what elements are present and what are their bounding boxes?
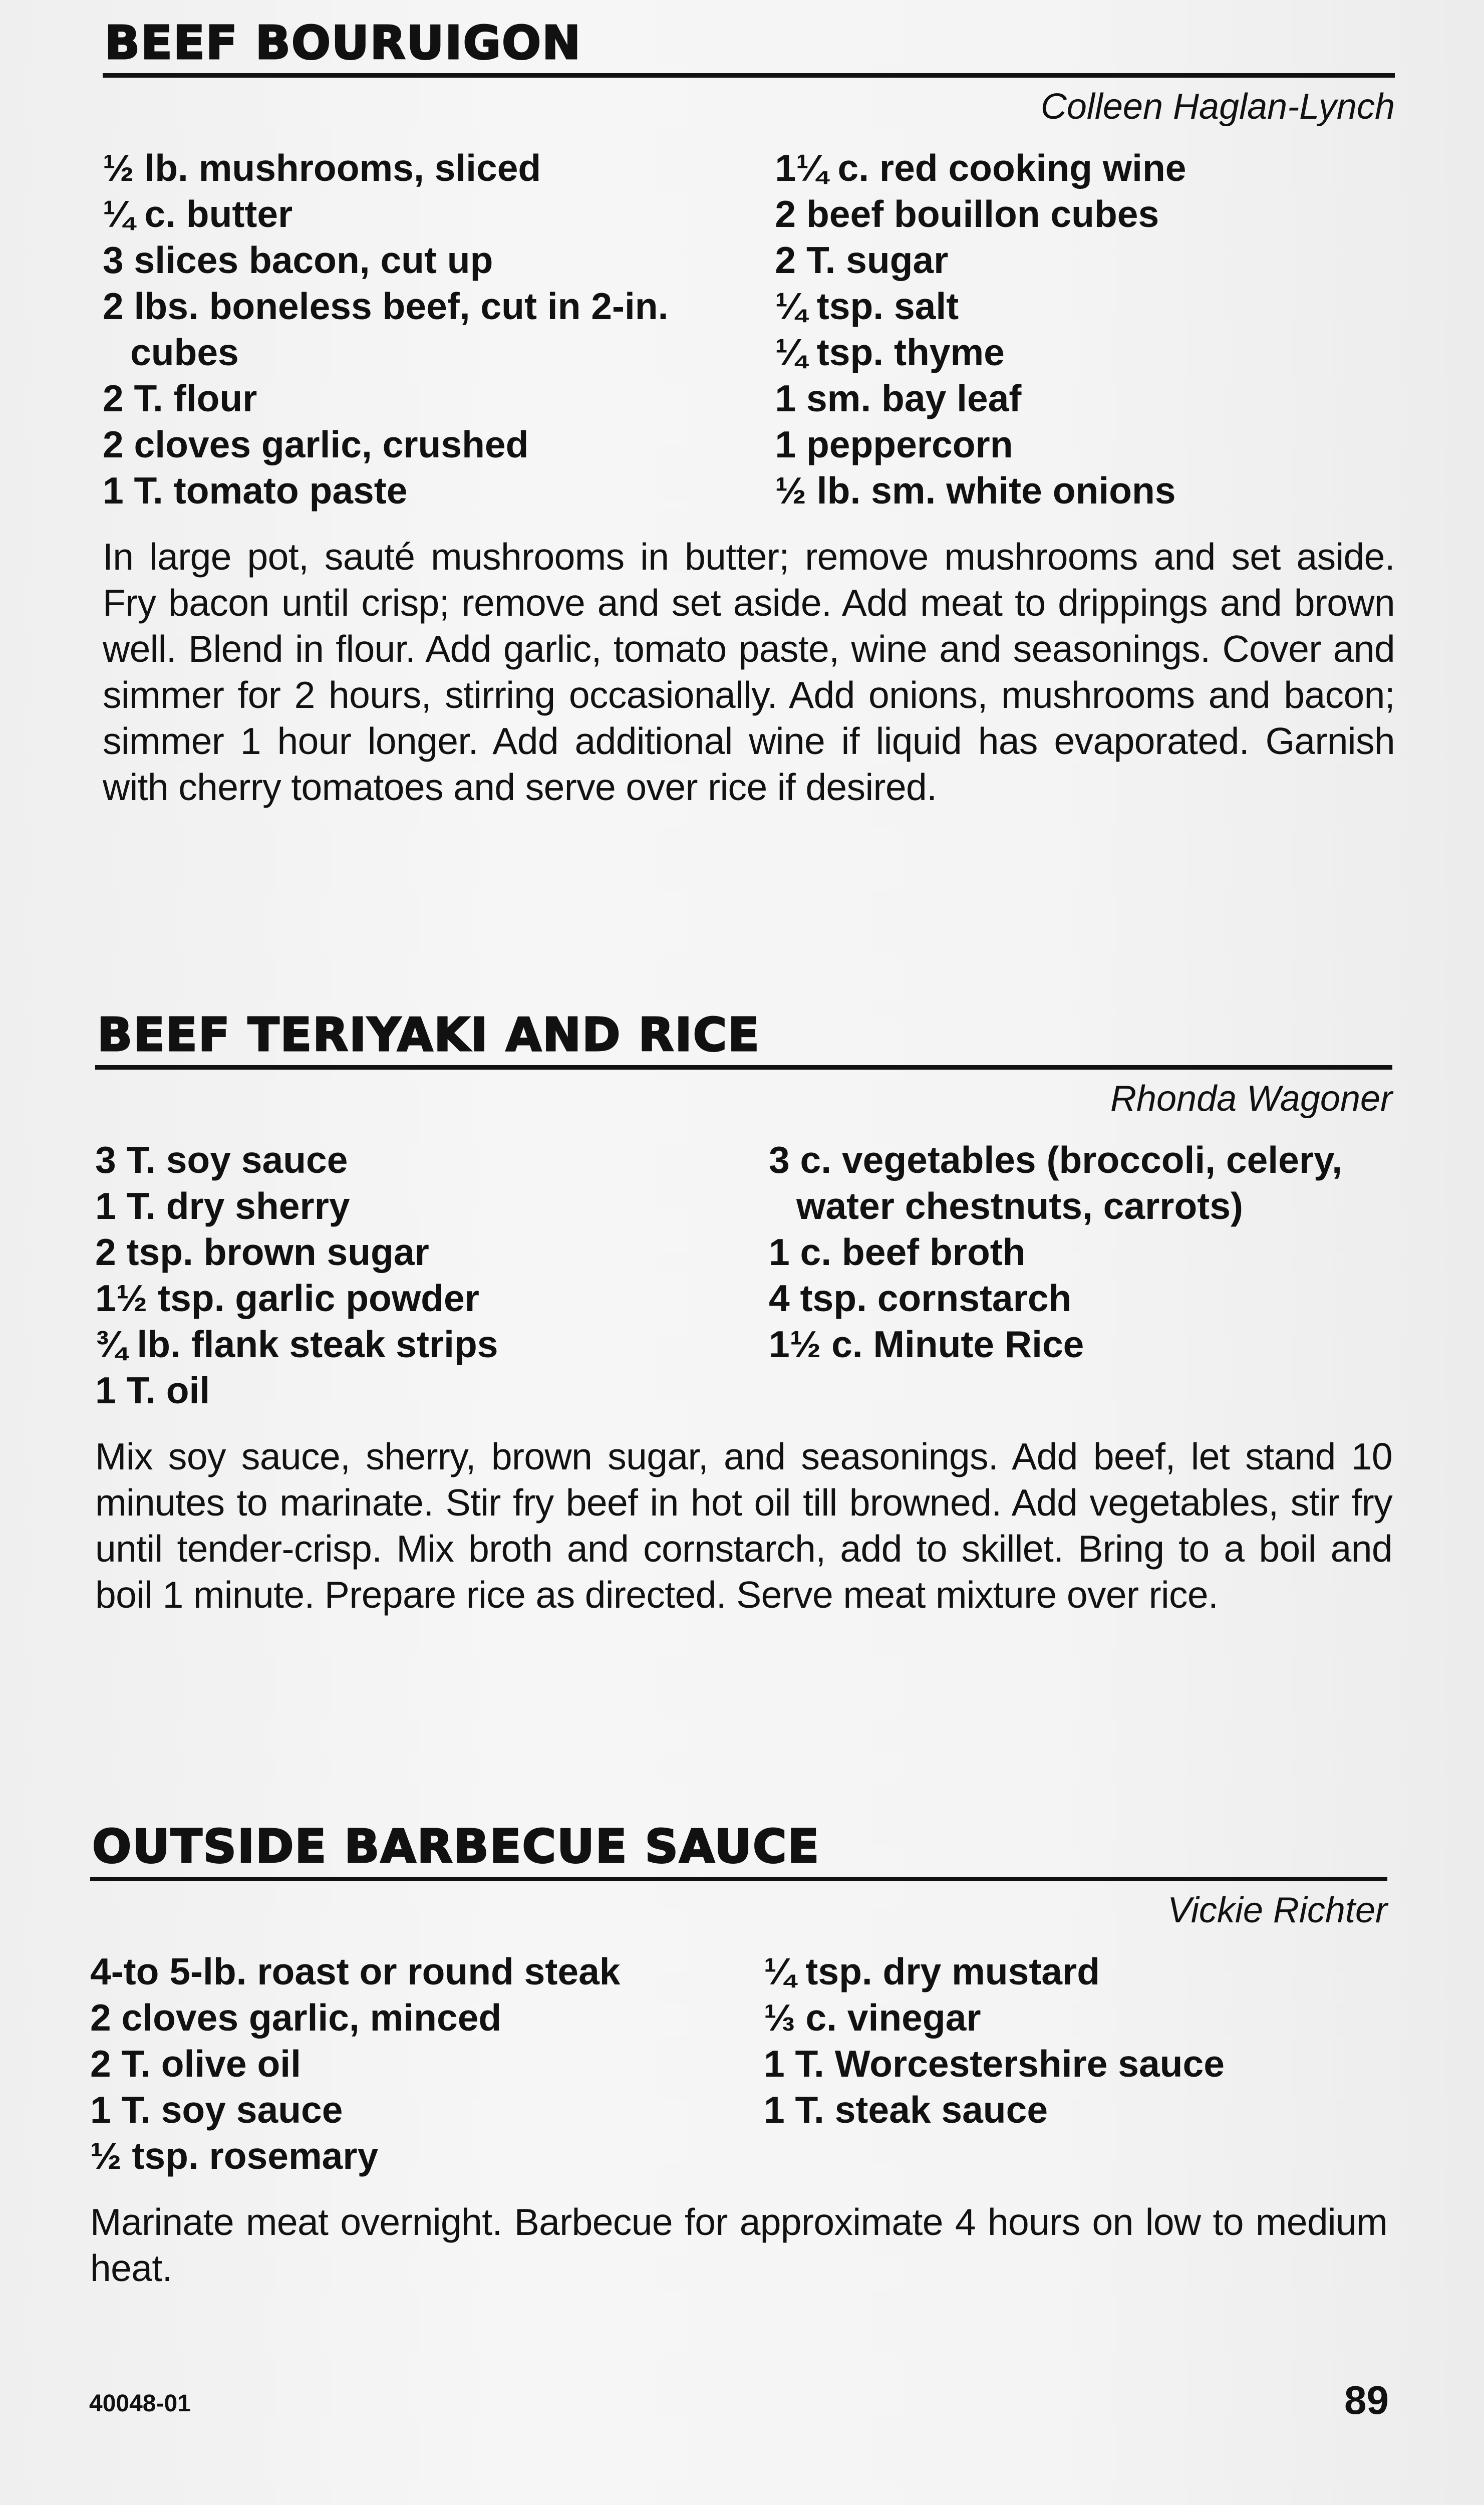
ingredient-item: 2 lbs. boneless beef, cut in 2-in. cubes — [103, 285, 669, 373]
ingredients-right-column — [764, 1948, 1385, 2179]
ingredients-right-column — [769, 1137, 1390, 1413]
book-code: 40048-01 — [89, 2390, 191, 2417]
ingredient-item: 2 cloves garlic, minced — [90, 1996, 502, 2039]
ingredient-item: 2 beef bouillon cubes — [775, 193, 1159, 235]
ingredient-item: 2 T. olive oil — [90, 2043, 301, 2085]
ingredient-item: 1 T. steak sauce — [764, 2089, 1048, 2131]
recipe-title: BEEF TERIYAKI AND RICE — [95, 1012, 1392, 1070]
ingredient-item: ½ lb. mushrooms, sliced — [103, 147, 541, 189]
ingredient-item: ¼ tsp. salt — [775, 285, 959, 327]
ingredient-item: 1 T. tomato paste — [103, 469, 408, 512]
ingredient-item: 2 T. flour — [103, 377, 257, 419]
ingredient-item: 1 T. oil — [95, 1369, 210, 1411]
ingredient-item: 2 cloves garlic, crushed — [103, 423, 529, 465]
recipe-title: OUTSIDE BARBECUE SAUCE — [90, 1824, 1387, 1881]
ingredient-item: 3 slices bacon, cut up — [103, 239, 493, 281]
ingredient-item: 1 T. soy sauce — [90, 2089, 343, 2131]
ingredients-left-column — [95, 1137, 769, 1413]
ingredient-item: ½ lb. sm. white onions — [775, 469, 1176, 512]
recipe-directions: Mix soy sauce, sherry, brown sugar, and seasonings. Add beef, let stand 10 minutes to marinate. Stir fry beef in hot oil till browned. Add vegetables, stir fry until tender-crisp. Mix broth and cornstarch, add to skillet. Bring to a boil and boil 1 minute. Prepare rice as directed. Serve meat mixture over rice. — [95, 1435, 1392, 1616]
ingredient-item: 3 c. vegetables (broccoli, celery, water chestnuts, carrots) — [769, 1139, 1342, 1227]
recipe-beef-bourguignon — [103, 16, 1395, 810]
ingredient-item: ¼ tsp. thyme — [775, 331, 1005, 373]
ingredient-item: 1 peppercorn — [775, 423, 1013, 465]
ingredient-item: 1 T. dry sherry — [95, 1185, 350, 1227]
recipe-outside-barbecue-sauce — [90, 1820, 1387, 2291]
ingredients — [95, 1137, 1392, 1413]
ingredient-item: 1½ tsp. garlic powder — [95, 1277, 479, 1319]
ingredients-left-column — [103, 145, 775, 514]
recipe-directions: In large pot, sauté mushrooms in butter; remove mushrooms and set aside. Fry bacon until crisp; remove and set aside. Add meat to drippings and brown well. Blend in flour. Add garlic, tomato paste, wine and seasonings. Cover and simmer for 2 hours, stirring occasionally. Add onions, mushrooms and bacon; simmer 1 hour longer. Add additional wine if liquid has evaporated. Garnish with cherry tomatoes and serve over rice if desired. — [103, 536, 1395, 808]
ingredients — [103, 145, 1395, 514]
ingredient-item: 4-to 5-lb. roast or round steak — [90, 1950, 621, 1992]
ingredients-left-column — [90, 1948, 764, 2179]
recipe-beef-teriyaki — [95, 1008, 1392, 1618]
ingredient-item: 1¼ c. red cooking wine — [775, 147, 1186, 189]
ingredient-item: 2 tsp. brown sugar — [95, 1231, 429, 1273]
ingredients — [90, 1948, 1387, 2179]
ingredient-item: 1 sm. bay leaf — [775, 377, 1022, 419]
ingredient-item: ⅓ c. vinegar — [764, 1996, 981, 2039]
ingredient-item: 2 T. sugar — [775, 239, 949, 281]
ingredients-right-column — [775, 145, 1395, 514]
ingredient-item: 1½ c. Minute Rice — [769, 1323, 1084, 1365]
ingredient-item: ½ tsp. rosemary — [90, 2135, 379, 2177]
recipe-author: Colleen Haglan-Lynch — [1040, 87, 1395, 127]
ingredient-item: 1 T. Worcestershire sauce — [764, 2043, 1225, 2085]
recipe-directions: Marinate meat overnight. Barbecue for approximate 4 hours on low to medium heat. — [90, 2201, 1387, 2289]
ingredient-item: ¼ tsp. dry mustard — [764, 1950, 1100, 1992]
ingredient-item: 1 c. beef broth — [769, 1231, 1026, 1273]
ingredient-item: 3 T. soy sauce — [95, 1139, 348, 1181]
ingredient-item: 4 tsp. cornstarch — [769, 1277, 1072, 1319]
recipe-author: Vickie Richter — [1167, 1890, 1387, 1930]
ingredient-item: ¾ lb. flank steak strips — [95, 1323, 498, 1365]
page-number: 89 — [1344, 2378, 1389, 2422]
ingredient-item: ¼ c. butter — [103, 193, 293, 235]
recipe-author: Rhonda Wagoner — [1110, 1079, 1392, 1119]
recipe-title: BEEF BOURUIGON — [103, 20, 1395, 78]
